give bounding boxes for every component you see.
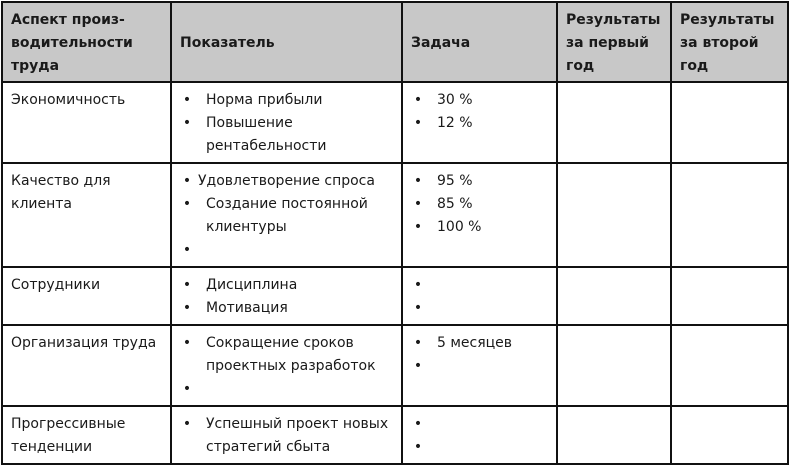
list-item xyxy=(180,297,393,320)
year2-cell xyxy=(671,267,788,325)
list-item xyxy=(411,274,548,297)
table-row xyxy=(2,406,788,464)
aspect-cell: Экономичность xyxy=(2,82,171,163)
task-text: 100 % xyxy=(437,219,482,235)
task-cell xyxy=(402,163,557,267)
year1-cell xyxy=(557,267,671,325)
header-year1-line: Результаты xyxy=(566,11,661,28)
list-item xyxy=(411,170,548,193)
list-item xyxy=(411,332,548,355)
indicator-cell xyxy=(171,163,402,267)
list-item xyxy=(411,297,548,320)
list-item xyxy=(180,378,393,401)
task-cell xyxy=(402,406,557,464)
bullet-icon: • xyxy=(413,300,423,316)
indicator-text: Норма прибыли xyxy=(206,92,323,108)
aspect-text: Прогрессивные тенденции xyxy=(11,416,126,455)
task-list xyxy=(411,89,548,135)
list-item xyxy=(180,193,393,239)
task-cell xyxy=(402,82,557,163)
list-item xyxy=(411,413,548,436)
aspect-cell xyxy=(2,163,171,267)
bullet-icon: • xyxy=(182,335,192,351)
list-item xyxy=(411,112,548,135)
task-cell xyxy=(402,267,557,325)
indicator-text: Успешный проект новых стратегий сбыта xyxy=(206,416,389,455)
indicator-text: Сокращение сроков проектных разработок xyxy=(206,335,376,374)
task-text: 95 % xyxy=(437,173,473,189)
bullet-icon: • xyxy=(182,196,192,212)
indicator-list xyxy=(180,332,393,401)
bullet-icon: • xyxy=(182,416,192,432)
list-item xyxy=(180,112,393,158)
task-text: 5 месяцев xyxy=(437,335,513,351)
task-text: 85 % xyxy=(437,196,473,212)
table-row xyxy=(2,325,788,406)
bullet-icon: • xyxy=(413,115,423,131)
indicator-text: Удовлетворение спроса xyxy=(198,173,375,189)
bullet-icon: • xyxy=(413,196,423,212)
year1-cell xyxy=(557,82,671,163)
indicator-text: Повышение рентабельности xyxy=(206,115,327,154)
indicator-list xyxy=(180,170,393,262)
header-year1 xyxy=(557,2,671,82)
indicator-cell xyxy=(171,325,402,406)
indicator-cell xyxy=(171,82,402,163)
list-item xyxy=(180,274,393,297)
productivity-table xyxy=(1,1,789,465)
bullet-icon: • xyxy=(413,358,423,374)
list-item xyxy=(411,193,548,216)
bullet-icon: • xyxy=(413,219,423,235)
year1-cell xyxy=(557,163,671,267)
task-list xyxy=(411,413,548,459)
bullet-icon: • xyxy=(413,335,423,351)
header-year2-line: за второй xyxy=(680,34,759,51)
list-item xyxy=(411,436,548,459)
table-row xyxy=(2,163,788,267)
indicator-text: Создание постоянной клиентуры xyxy=(206,196,368,235)
bullet-icon: • xyxy=(413,277,423,293)
aspect-cell xyxy=(2,406,171,464)
year2-cell xyxy=(671,163,788,267)
header-year2-line: год xyxy=(680,57,709,74)
list-item xyxy=(411,216,548,239)
header-task: Задача xyxy=(402,2,557,82)
header-year1-line: за первый xyxy=(566,34,649,51)
list-item xyxy=(180,239,393,262)
indicator-text: Дисциплина xyxy=(206,277,298,293)
list-item xyxy=(411,89,548,112)
task-list xyxy=(411,274,548,320)
list-item xyxy=(180,89,393,112)
aspect-text: Качество для клиента xyxy=(11,173,111,212)
bullet-icon: • xyxy=(182,173,192,189)
header-year2-line: Результаты xyxy=(680,11,775,28)
bullet-icon: • xyxy=(413,416,423,432)
bullet-icon: • xyxy=(413,439,423,455)
bullet-icon: • xyxy=(182,92,192,108)
header-aspect-line: труда xyxy=(11,57,60,74)
bullet-icon: • xyxy=(182,381,192,397)
bullet-icon: • xyxy=(182,115,192,131)
year2-cell xyxy=(671,406,788,464)
bullet-icon: • xyxy=(182,300,192,316)
bullet-icon: • xyxy=(413,92,423,108)
list-item xyxy=(180,413,393,459)
header-aspect-line: водительности xyxy=(11,34,133,51)
bullet-icon: • xyxy=(182,242,192,258)
year1-cell xyxy=(557,406,671,464)
task-cell xyxy=(402,325,557,406)
list-item xyxy=(180,332,393,378)
header-year1-line: год xyxy=(566,57,595,74)
indicator-list xyxy=(180,274,393,320)
table-row xyxy=(2,267,788,325)
indicator-cell xyxy=(171,406,402,464)
list-item xyxy=(411,355,548,378)
header-row xyxy=(2,2,788,82)
indicator-cell xyxy=(171,267,402,325)
header-aspect-line: Аспект произ- xyxy=(11,11,125,28)
task-list xyxy=(411,170,548,239)
task-text: 30 % xyxy=(437,92,473,108)
header-aspect xyxy=(2,2,171,82)
list-item xyxy=(180,170,393,193)
indicator-text: Мотивация xyxy=(206,300,288,316)
task-list xyxy=(411,332,548,378)
aspect-cell: Организация труда xyxy=(2,325,171,406)
header-indicator: Показатель xyxy=(171,2,402,82)
indicator-list xyxy=(180,413,393,459)
indicator-list xyxy=(180,89,393,158)
task-text: 12 % xyxy=(437,115,473,131)
year1-cell xyxy=(557,325,671,406)
aspect-cell: Сотрудники xyxy=(2,267,171,325)
bullet-icon: • xyxy=(182,277,192,293)
table-row xyxy=(2,82,788,163)
year2-cell xyxy=(671,82,788,163)
bullet-icon: • xyxy=(413,173,423,189)
header-year2 xyxy=(671,2,788,82)
year2-cell xyxy=(671,325,788,406)
